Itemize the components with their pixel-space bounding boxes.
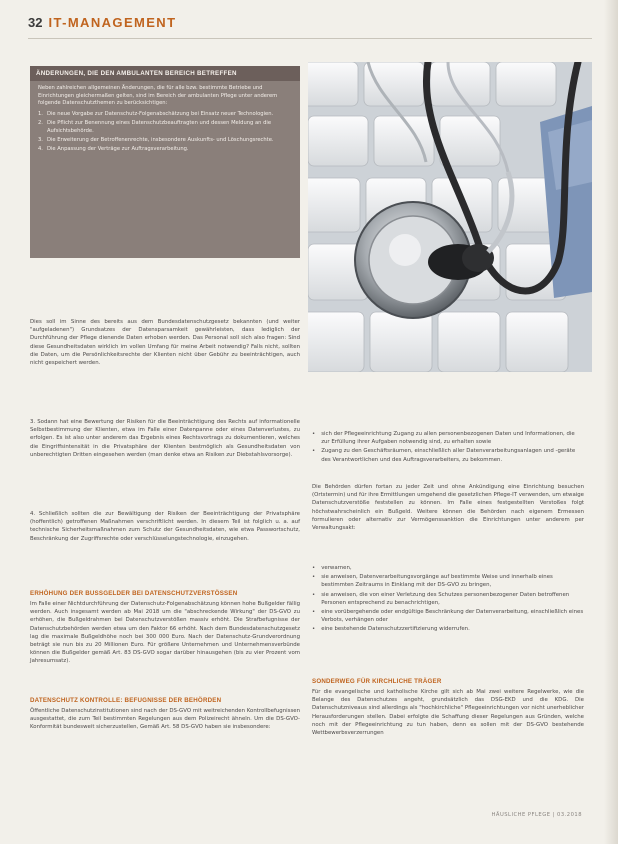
- list-item: • verwarnen,: [312, 565, 352, 571]
- bullet-list: [312, 430, 584, 465]
- page-number: 32: [28, 15, 43, 30]
- header-divider: [28, 38, 592, 39]
- list-item: 4. Die Anpassung der Verträge zur Auftragsverarbeitung.: [38, 146, 189, 153]
- subheading: DATENSCHUTZ KONTROLLE: BEFUGNISSE DER BEHÖRDEN: [30, 697, 222, 704]
- info-box-list: [30, 111, 300, 154]
- info-box-title: ÄNDERUNGEN, DIE DEN AMBULANTEN BEREICH BETREFFEN: [30, 66, 300, 81]
- page-footer: HÄUSLICHE PFLEGE | 03.2018: [491, 812, 582, 818]
- paragraph: Die Behörden dürfen fortan zu jeder Zeit und ohne Ankündigung eine Einrichtung besuchen (Ortstermin) und für ihre Ermittlungen umgehend die gesetzlichen Pflege-IT verwenden, um etwaige Datenschutzverstöße feststellen zu können. Im Falle eines festgestellten Verstoßes folgt höchstwahrscheinlich ein Bußgeld. Weitere können die Behörden nach eigenem Ermessen formulieren oder alternativ zur Vermögenssanktion die Einrichtungen unter anderem per Verwaltungsakt:: [312, 484, 584, 532]
- page-header: [28, 15, 176, 35]
- list-item: • eine vorübergehende oder endgültige Beschränkung der Datenverarbeitung, einschließlich eines Verbots, verhängen oder: [312, 609, 584, 624]
- paragraph: Dies soll im Sinne des bereits aus dem Bundesdatenschutzgesetz bekannten (und weiter "aufgeladenen") Grundsatzes der Datensparsamkeit gewährleisten, dass lediglich der Durchführung der Pflege dienende Daten erhoben werden. Das Personal soll sich also fragen: Sind diese Gesundheitsdaten wirklich im vollen Umfang für meine Arbeit notwendig? Falls nicht, sollten die Daten, um die Persönlichkeitsrechte der Klienten nicht über Gebühr zu beeinträchtigen, auch nicht gespeichert werden.: [30, 319, 300, 367]
- paragraph: 4. Schließlich sollten die zur Bewältigung der Risiken der Beeinträchtigung der Privatsphäre (hoffentlich) getroffenen Maßnahmen verschriftlicht werden. In diesem Teil ist folglich u. a. auf technische Sicherheitsmaßnahmen zum Schutz der Gesundheitsdaten, wie etwa Passwortschutz, Beschränkung der Zugriffsrechte oder verschlüsselungstechnologie, einzugehen.: [30, 511, 300, 542]
- page-edge-shadow: [604, 0, 618, 844]
- list-item: • eine bestehende Datenschutzzertifizierung widerrufen.: [312, 626, 470, 633]
- subheading: ERHÖHUNG DER BUSSGELDER BEI DATENSCHUTZVERSTÖSSEN: [30, 590, 238, 597]
- list-item: • sie anweisen, Datenverarbeitungsvorgänge auf bestimmte Weise und innerhalb eines bestimmten Zeitraums in Einklang mit der DS-GVO zu bringen,: [312, 574, 553, 589]
- info-box: [30, 66, 300, 258]
- list-item: 3. Die Erweiterung der Betroffenenrechte, insbesondere Auskunfts- und Löschungsrechte.: [38, 137, 274, 143]
- list-item: • sie anweisen, die von einer Verletzung des Schutzes personenbezogener Daten betroffenen Personen entsprechend zu benachrichtigen,: [312, 591, 570, 606]
- list-item: • Zugang zu den Geschäftsräumen, einschließlich aller Datenverarbeitungsanlagen und -geräte des Verantwortlichen und des Auftragsverarbeiters, zu bekommen.: [312, 448, 576, 463]
- paragraph: Im Falle einer Nichtdurchführung der Datenschutz-Folgenabschätzung können hohe Bußgelder fällig werden. Auch insgesamt werden ab Mai 2018 um die "abschreckende Wirkung" der DS-GVO zu erhöhen, die Bußgeldrahmen bei Datenschutzverstößen massiv erhöht. Die Strafbefugnisse der Datenschutzbehörden werden etwa um den Faktor 66 erhöht. Nach dem Bundesdatenschutzgesetz lag die maximale Bußgeldhöhe noch bei 300 000 Euro. Nach der Datenschutz-Grundverordnung beträgt sie nun bis zu 20 Millionen Euro. Für größere Unternehmen und Unternehmensverbünde können die Bußgelder gemäß Art. 83 DS-GVO sogar darüber hinausgehen (bis zu vier Prozent vom Jahresumsatz).: [30, 601, 300, 665]
- list-item: 1. Die neue Vorgabe zur Datenschutz-Folgenabschätzung bei Einsatz neuer Technologien.: [38, 110, 274, 117]
- paragraph: Für die evangelische und katholische Kirche gilt sich ab Mai zwei weitere Regelwerke, wie die Belange des Datenschutzes angeht, grundsätzlich das DSG-EKD und die KDG. Die Datenschutzniveaus sind allerdings als "hochkirchliche" Pflegeeinrichtungen vor nicht unerheblicher Herausforderungen stellen. Dabei erfolgte die Schaffung dieser Regelungen aus Gründen, welche noch mit der Pflegeeinrichtung zu tun haben, denn es sollen mit der DS-GVO bestehende Wettbewerbsverzerrungen: [312, 689, 584, 737]
- paragraph: 3. Sodann hat eine Bewertung der Risiken für die Beeinträchtigung des Rechts auf informationelle Selbstbestimmung der Klienten, etwa im Falle einer Datenpanne oder eines Datenverlustes, zu erfolgen. Es ist also unter anderem das Ergebnis eines Rechtsvortrags zu dokumentieren, welches die Eingriffsintensität in die Privatsphäre der Klienten bestmöglich als Gesundheitsdaten von unberechtigten Dritten eingesehen werden (man denke etwa an Risiken zur Diebstahlsvorsorge).: [30, 419, 300, 458]
- stethoscope-keyboard-photo: [308, 62, 592, 372]
- subheading: SONDERWEG FÜR KIRCHLICHE TRÄGER: [312, 678, 442, 685]
- paragraph: Öffentliche Datenschutzinstitutionen sind nach der DS-GVO mit weitreichenden Kontrollbefugnissen ausgestattet, die zum Teil bestimmten Regelungen aus dem Polizeirecht ähneln. Um die DS-GVO-Konformität bundesweit sicherzustellen, Gemäß Art. 58 DS-GVO haben sie insbesondere:: [30, 708, 300, 731]
- bullet-list: [312, 564, 584, 635]
- info-box-intro: Neben zahlreichen allgemeinen Änderungen, die für alle bzw. bestimmte Betriebe und Einrichtungen gleichermaßen gelten, sind im Bereich der ambulanten Pflege unter anderem folgende Datenschutzthemen zu berücksichtigen:: [38, 85, 278, 107]
- section-title: IT-MANAGEMENT: [48, 15, 177, 30]
- list-item: 2. Die Pflicht zur Benennung eines Datenschutzbeauftragten und dessen Meldung an die Aufsichtsbehörde.: [38, 120, 272, 134]
- list-item: • sich der Pflegeeinrichtung Zugang zu allen personenbezogenen Daten und Informationen, die zur Erfüllung ihrer Aufgaben notwendig sind, zu erhalten sowie: [312, 431, 575, 446]
